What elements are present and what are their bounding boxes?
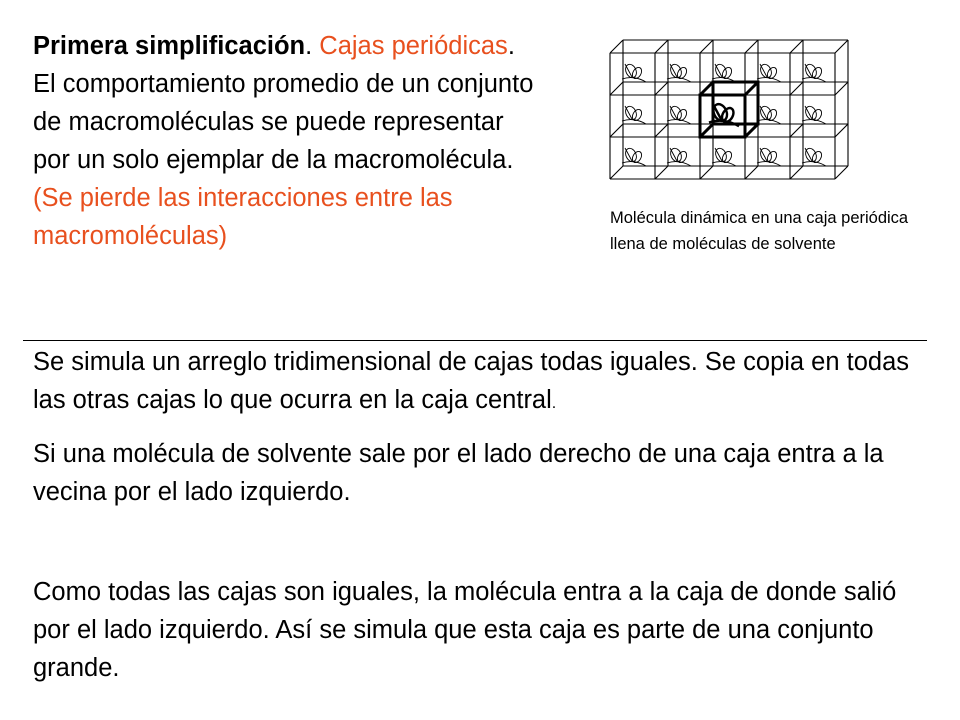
solvent-molecule-icon <box>622 147 646 166</box>
solvent-molecule-icon <box>757 147 781 166</box>
solvent-molecule-icon <box>757 63 781 82</box>
lattice-line <box>790 166 803 179</box>
solvent-molecule-icon <box>757 105 781 124</box>
lattice-line <box>745 166 758 179</box>
paragraph-array-end: . <box>551 395 557 412</box>
paragraph-array-text: Se simula un arreglo tridimensional de cajas todas iguales. Se copia en todas las otras cajas lo que ocurra en la caja central <box>33 348 910 414</box>
intro-heading-orange: Cajas periódicas <box>312 32 508 60</box>
lattice-line <box>610 166 623 179</box>
solvent-molecule-icon <box>712 147 736 166</box>
intro-heading: Primera simplificación <box>33 32 306 60</box>
lattice-line <box>700 166 713 179</box>
intro-body-note: (Se pierde las interacciones entre las macromoléculas) <box>33 184 453 250</box>
lattice-line <box>700 40 713 53</box>
lattice-line <box>655 40 668 53</box>
lattice-line <box>655 82 668 95</box>
lattice-line <box>790 40 803 53</box>
solvent-molecule-icon <box>667 63 691 82</box>
periodic-box-lattice-figure <box>600 20 870 200</box>
lattice-line <box>835 166 848 179</box>
lattice-line <box>745 40 758 53</box>
solvent-molecule-icon <box>802 105 826 124</box>
solvent-molecule-icon <box>622 105 646 124</box>
solvent-molecule-icon <box>622 63 646 82</box>
paragraph-array <box>33 343 913 423</box>
lattice-line <box>655 124 668 137</box>
divider-line <box>23 340 927 341</box>
figure-caption: Molécula dinámica en una caja periódica llena de moléculas de solvente <box>610 209 909 253</box>
lattice-line <box>790 82 803 95</box>
solvent-molecule-icon <box>667 147 691 166</box>
central-box-outline <box>700 82 758 137</box>
lattice-line <box>790 124 803 137</box>
paragraph-same-boxes: Como todas las cajas son iguales, la molécula entra a la caja de donde salió por el lado izquierdo. Así se simula que esta caja es parte de una conjunto grande. <box>33 578 897 682</box>
lattice-line <box>835 82 848 95</box>
lattice-line <box>610 40 623 53</box>
paragraph-solvent-exit: Si una molécula de solvente sale por el lado derecho de una caja entra a la vecina por el lado izquierdo. <box>33 440 884 506</box>
solvent-molecule-icon <box>802 147 826 166</box>
solvent-molecule-icon <box>712 63 736 82</box>
solvent-molecule-icon <box>667 105 691 124</box>
intro-block <box>33 27 543 255</box>
lattice-line <box>655 166 668 179</box>
lattice-line <box>835 124 848 137</box>
lattice-line <box>610 124 623 137</box>
intro-heading-end: . <box>507 32 515 60</box>
solvent-molecule-icon <box>802 63 826 82</box>
lattice-line <box>610 82 623 95</box>
intro-body: El comportamiento promedio de un conjunto de macromoléculas se puede representar por un solo ejemplar de la macromolécula. <box>33 70 534 174</box>
intro-heading-dot: . <box>305 32 313 60</box>
lattice-line <box>835 40 848 53</box>
